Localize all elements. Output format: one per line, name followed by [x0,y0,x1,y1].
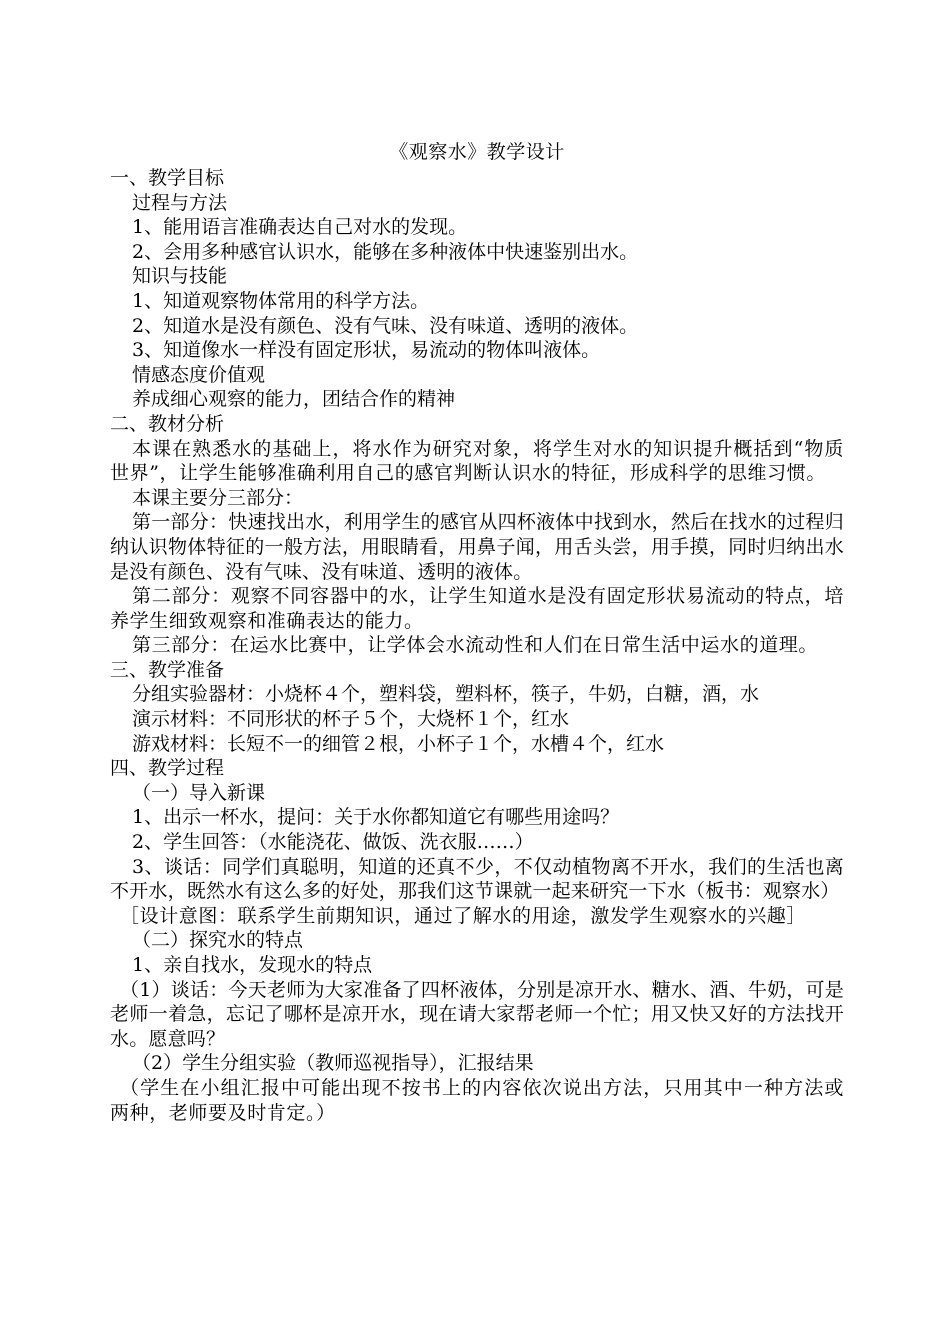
process-item: 2、学生回答：（水能浇花、做饭、洗衣服……） [132,831,534,854]
paragraph: （学生在小组汇报中可能出现不按书上的内容依次说出方法，只用其中一种方法或两种，老师要及时肯定。） [110,1076,844,1124]
process-item: 1、出示一杯水，提问：关于水你都知道它有哪些用途吗？ [132,806,620,829]
paragraph: 3、谈话：同学们真聪明，知道的还真不少，不仅动植物离不开水，我们的生活也离不开水，既然水有这么多的好处，那我们这节课就一起来研究一下水（板书：观察水） [110,855,844,903]
paragraph: （1）谈话：今天老师为大家准备了四杯液体，分别是凉开水、糖水、酒、牛奶，可是老师一着急，忘记了哪杯是凉开水，现在请大家帮老师一个忙；用又快又好的方法找开水。愿意吗？ [110,978,844,1050]
objective-item: 养成细心观察的能力，团结合作的精神 [132,388,456,411]
objective-item: 2、会用多种感官认识水，能够在多种液体中快速鉴别出水。 [132,240,639,263]
paragraph: 本课在熟悉水的基础上，将水作为研究对象，将学生对水的知识提升概括到“物质世界”，让学生能够准确利用自己的感官判断认识水的特征，形成科学的思维习惯。 [110,437,844,485]
objective-item: 1、知道观察物体常用的科学方法。 [132,289,430,312]
paragraph: 第二部分：观察不同容器中的水，让学生知道水是没有固定形状易流动的特点，培养学生细致观察和准确表达的能力。 [110,585,844,632]
preparation-item: 游戏材料：长短不一的细管２根，小杯子１个，水槽４个，红水 [132,732,665,755]
subheading-knowledge-skills: 知识与技能 [132,265,228,288]
paragraph: 本课主要分三部分： [132,486,304,509]
process-item: （2）学生分组实验（教师巡视指导），汇报结果 [132,1052,534,1075]
section-heading-objectives: 一、教学目标 [110,167,225,189]
section-heading-process: 四、教学过程 [110,757,225,780]
objective-item: 2、知道水是没有颜色、没有气味、没有味道、透明的液体。 [132,314,639,337]
subheading-intro: （一）导入新课 [132,781,266,804]
subheading-explore: （二）探究水的特点 [132,929,304,952]
subheading-attitude-values: 情感态度价值观 [132,363,266,386]
document-title: 《观察水》教学设计 [389,141,565,163]
subheading-process-method: 过程与方法 [132,191,228,214]
objective-item: 3、知道像水一样没有固定形状，易流动的物体叫液体。 [132,339,601,362]
section-heading-material-analysis: 二、教材分析 [110,412,225,435]
objective-item: 1、能用语言准确表达自己对水的发现。 [132,216,468,239]
process-item: 1、亲自找水，发现水的特点 [132,954,373,976]
preparation-item: 分组实验器材：小烧杯４个，塑料袋，塑料杯，筷子，牛奶，白糖，酒，水 [132,683,760,706]
paragraph: 第三部分：在运水比赛中，让学体会水流动性和人们在日常生活中运水的道理。 [132,634,819,657]
preparation-item: 演示材料：不同形状的杯子５个，大烧杯１个，红水 [132,708,570,731]
paragraph: 第一部分：快速找出水，利用学生的感官从四杯液体中找到水，然后在找水的过程归纳认识物体特征的一般方法，用眼睛看，用鼻子闻，用舌头尝，用手摸，同时归纳出水是没有颜色、没有气味、没有味道、透明的液体。 [110,511,844,583]
document-page [110,138,844,1125]
design-note: ［设计意图：联系学生前期知识，通过了解水的用途，激发学生观察水的兴趣］ [120,904,807,927]
section-heading-preparation: 三、教学准备 [110,658,225,681]
